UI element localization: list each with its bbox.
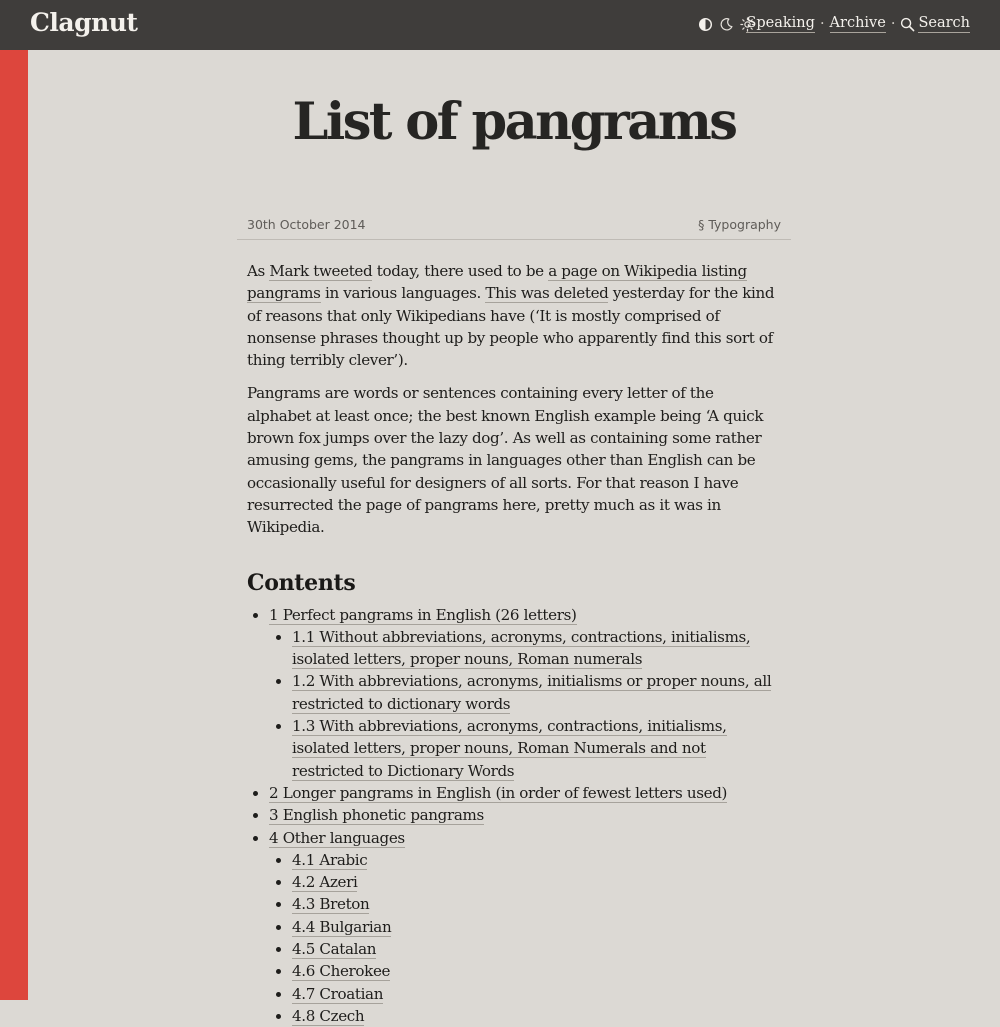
body-paragraph: Pangrams are words or sentences containing every letter of the alphabet at least once; the best known English example being ‘A quick brown fox jumps over the lazy dog’. As well as containing some rather amusing gems, the pangrams in languages other than English can be occasionally useful for designers of all sorts. For that reason I have resurrected the page of pangrams here, pretty much as it was in Wikipedia. bbox=[247, 384, 764, 537]
site-header bbox=[0, 0, 1000, 50]
article bbox=[237, 50, 791, 1027]
nav-separator: · bbox=[890, 16, 896, 33]
article-meta bbox=[237, 217, 791, 240]
toc-sublink[interactable]: 4.6 Cherokee bbox=[292, 962, 391, 981]
toc-item bbox=[269, 782, 781, 804]
toc-link[interactable]: 2 Longer pangrams in English (in order of fewest letters used) bbox=[269, 783, 728, 802]
contrast-icon[interactable] bbox=[698, 17, 713, 32]
article-body bbox=[237, 260, 791, 1027]
moon-icon[interactable] bbox=[719, 17, 734, 32]
toc-subitem bbox=[292, 1005, 781, 1027]
table-of-contents bbox=[247, 604, 781, 1027]
toc-sublink[interactable]: 4.4 Bulgarian bbox=[292, 917, 392, 936]
site-logo-link[interactable]: Clagnut bbox=[30, 8, 138, 37]
toc-subitem bbox=[292, 871, 781, 893]
intro-text: in various languages. bbox=[320, 284, 486, 303]
nav-separator: · bbox=[819, 16, 825, 33]
toc-item bbox=[269, 604, 781, 782]
intro-text: As bbox=[247, 262, 270, 280]
toc-subitem bbox=[292, 715, 781, 782]
toc-sublink[interactable]: 1.3 With abbreviations, acronyms, contractions, initialisms, isolated letters, proper nouns, Roman Numerals and not restricted to Dictionary Words bbox=[292, 717, 727, 780]
toc-sublink[interactable]: 4.8 Czech bbox=[292, 1006, 365, 1025]
toc-subitem bbox=[292, 960, 781, 982]
section-mark: § bbox=[698, 217, 705, 232]
intro-text: today, there used to be bbox=[372, 262, 549, 280]
toc-subitem bbox=[292, 893, 781, 915]
intro-paragraph bbox=[247, 260, 781, 371]
toc-sublink[interactable]: 1.2 With abbreviations, acronyms, initialisms or proper nouns, all restricted to dictionary words bbox=[292, 672, 772, 713]
article-date: 30th October 2014 bbox=[247, 217, 366, 232]
deleted-link[interactable]: This was deleted bbox=[485, 284, 609, 303]
toc-sublist bbox=[269, 626, 781, 782]
accent-sidebar-bar bbox=[0, 50, 28, 1000]
toc-link[interactable]: 3 English phonetic pangrams bbox=[269, 806, 484, 825]
mark-tweeted-link[interactable]: Mark tweeted bbox=[269, 262, 373, 280]
toc-subitem bbox=[292, 849, 781, 871]
toc-item bbox=[269, 827, 781, 1027]
toc-link[interactable]: 1 Perfect pangrams in English (26 letters) bbox=[269, 605, 577, 624]
toc-sublink[interactable]: 4.5 Catalan bbox=[292, 940, 377, 959]
article-tag bbox=[698, 217, 781, 232]
search-icon[interactable] bbox=[900, 17, 915, 32]
toc-sublist bbox=[269, 849, 781, 1027]
toc-sublink[interactable]: 4.2 Azeri bbox=[292, 873, 358, 892]
nav-speaking-link[interactable]: Speaking bbox=[746, 15, 815, 33]
nav-archive-link[interactable]: Archive bbox=[830, 15, 886, 33]
toc-subitem bbox=[292, 916, 781, 938]
toc-item bbox=[269, 804, 781, 826]
toc-subitem bbox=[292, 983, 781, 1005]
nav-search-link[interactable]: Search bbox=[918, 15, 970, 33]
toc-sublink[interactable]: 4.3 Breton bbox=[292, 895, 370, 914]
wikipedia-page-link[interactable]: a page on Wikipedia listing pangrams bbox=[247, 262, 747, 303]
intro-text: yesterday for the kind of reasons that only Wikipedians have (‘It is mostly comprised of nonsense phrases thought up by people who apparently find this sort of thing terribly clever’). bbox=[247, 284, 775, 370]
toc-subitem bbox=[292, 626, 781, 671]
main-nav bbox=[746, 15, 970, 33]
toc-sublink[interactable]: 1.1 Without abbreviations, acronyms, contractions, initialisms, isolated letters, proper nouns, Roman numerals bbox=[292, 627, 751, 669]
toc-sublink[interactable]: 4.7 Croatian bbox=[292, 984, 384, 1003]
toc-sublink[interactable]: 4.1 Arabic bbox=[292, 850, 368, 869]
contents-heading: Contents bbox=[247, 569, 356, 596]
tag-typography-link[interactable]: Typography bbox=[708, 217, 781, 232]
page-title: List of pangrams bbox=[292, 92, 736, 152]
toc-subitem bbox=[292, 670, 781, 715]
toc-subitem bbox=[292, 938, 781, 960]
toc-link[interactable]: 4 Other languages bbox=[269, 828, 405, 847]
